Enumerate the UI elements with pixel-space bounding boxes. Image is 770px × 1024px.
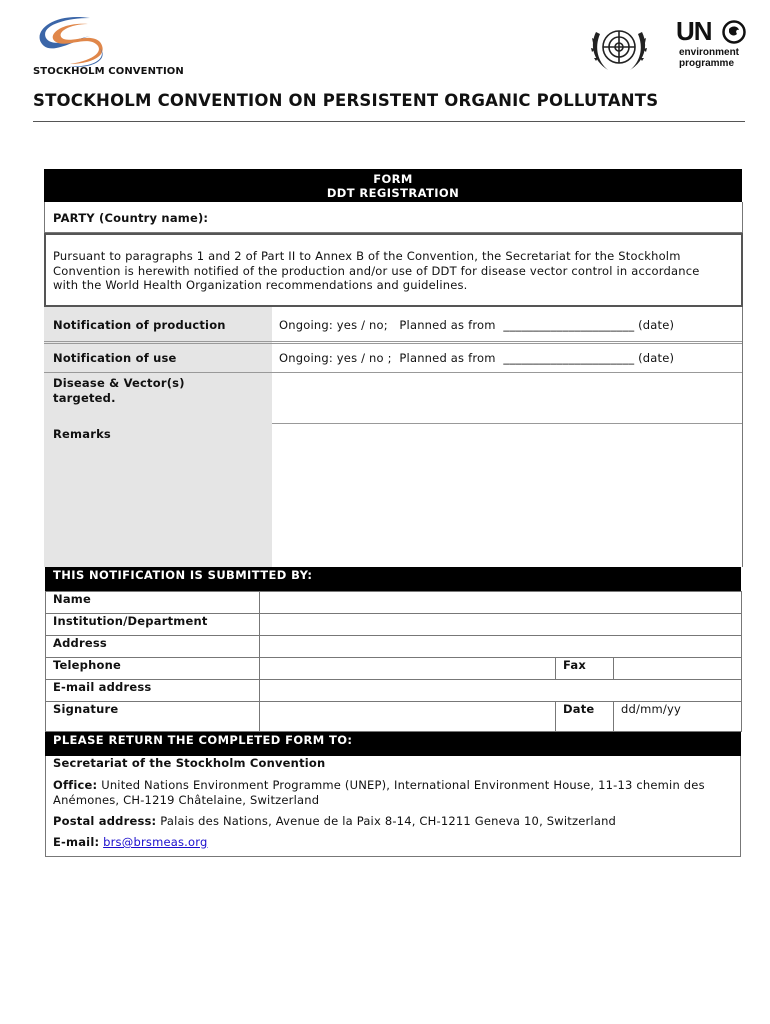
telephone-field[interactable] <box>260 658 556 680</box>
unep-line1: environment <box>679 47 740 58</box>
office-label: Office: <box>53 778 98 792</box>
disease-vector-field[interactable] <box>273 374 741 422</box>
address-field[interactable] <box>260 636 742 658</box>
return-address-box <box>45 756 741 857</box>
telephone-label: Telephone <box>46 658 260 680</box>
stockholm-convention-logo-text: STOCKHOLM CONVENTION <box>33 66 184 77</box>
form-header-subtitle: DDT REGISTRATION <box>326 186 460 200</box>
return-form-header <box>45 732 741 756</box>
notification-use-field[interactable]: Ongoing: yes / no ; Planned as from ______________________ (date) <box>279 351 675 365</box>
institution-label: Institution/Department <box>46 614 260 636</box>
postal-address <box>53 814 733 829</box>
institution-field[interactable] <box>260 614 742 636</box>
email-contact-label: E-mail: <box>53 835 100 849</box>
party-label: PARTY (Country name): <box>53 211 209 225</box>
un-emblem-icon <box>586 22 652 76</box>
signature-field[interactable] <box>260 702 556 732</box>
email-contact <box>53 835 208 850</box>
fax-label: Fax <box>556 658 614 680</box>
signature-label: Signature <box>46 702 260 732</box>
notification-use-label: Notification of use <box>53 351 177 365</box>
unep-logo-un: UN <box>676 16 712 46</box>
office-address <box>53 778 713 807</box>
email-field[interactable] <box>260 680 742 702</box>
unep-logo-subtitle <box>679 47 739 69</box>
table-row <box>46 614 742 636</box>
name-label: Name <box>46 592 260 614</box>
office-text: United Nations Environment Programme (UNEP), International Environment House, 11-13 chemin des Anémones, CH-1219 Châtelaine, Switzerland <box>53 778 705 807</box>
unep-line2: programme <box>679 58 735 69</box>
postal-text: Palais des Nations, Avenue de la Paix 8-14, CH-1211 Geneva 10, Switzerland <box>160 814 617 828</box>
title-divider <box>33 121 745 122</box>
remarks-label: Remarks <box>53 427 111 441</box>
address-label: Address <box>46 636 260 658</box>
row-divider <box>44 372 742 373</box>
row-divider <box>272 423 742 424</box>
email-label: E-mail address <box>46 680 260 702</box>
form-right-border <box>742 307 743 567</box>
party-field[interactable] <box>44 202 743 233</box>
email-link[interactable]: brs@brsmeas.org <box>103 835 208 849</box>
date-label: Date <box>556 702 614 732</box>
unep-globe-icon <box>722 20 746 44</box>
secretariat-name: Secretariat of the Stockholm Convention <box>53 756 326 770</box>
submitted-by-table <box>45 591 741 732</box>
notification-production-field[interactable]: Ongoing: yes / no; Planned as from ______________________ (date) <box>279 318 675 332</box>
pursuant-text: Pursuant to paragraphs 1 and 2 of Part II to Annex B of the Convention, the Secretariat for the Stockholm Convention is herewith notified of the production and/or use of DDT for disease vector control in accordance with the World Health Organization recommendations and guidelines. <box>53 249 700 292</box>
postal-label: Postal address: <box>53 814 157 828</box>
table-row <box>46 592 742 614</box>
notification-production-label: Notification of production <box>53 318 226 332</box>
row-divider <box>44 343 742 344</box>
submitted-by-header <box>45 567 741 591</box>
date-field[interactable]: dd/mm/yy <box>614 702 742 732</box>
unep-logo <box>676 18 756 76</box>
table-row <box>46 658 742 680</box>
pursuant-statement <box>44 233 743 307</box>
table-row <box>46 636 742 658</box>
submitted-by-title: THIS NOTIFICATION IS SUBMITTED BY: <box>53 568 313 582</box>
return-form-title: PLEASE RETURN THE COMPLETED FORM TO: <box>53 733 353 747</box>
form-header <box>44 169 742 202</box>
name-field[interactable] <box>260 592 742 614</box>
page-title: STOCKHOLM CONVENTION ON PERSISTENT ORGANIC POLLUTANTS <box>33 91 659 110</box>
table-row <box>46 702 742 732</box>
table-row <box>46 680 742 702</box>
form-header-title: FORM <box>373 172 413 186</box>
row-divider <box>44 341 742 342</box>
fax-field[interactable] <box>614 658 742 680</box>
remarks-field[interactable] <box>273 425 741 565</box>
disease-vector-label: Disease & Vector(s) targeted. <box>53 376 185 405</box>
